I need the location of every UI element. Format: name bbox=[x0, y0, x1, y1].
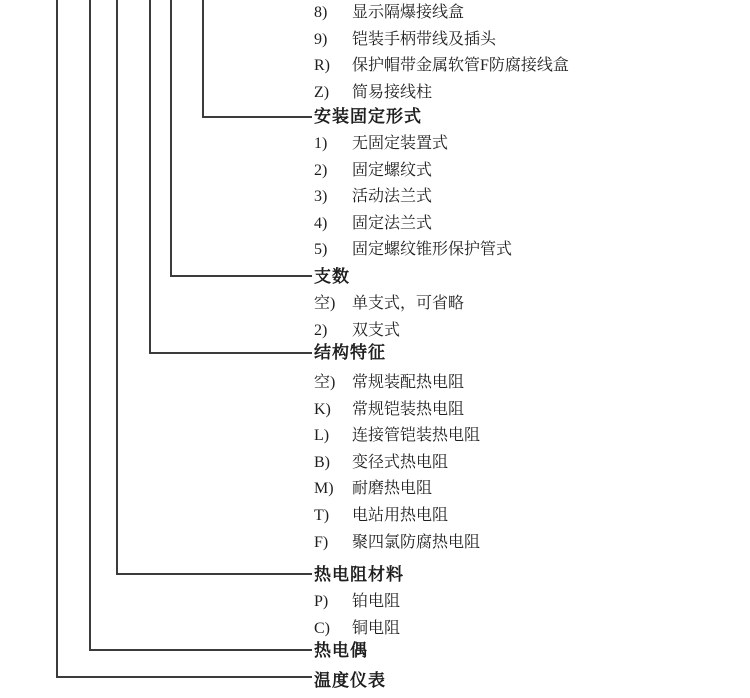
option-row bbox=[314, 503, 480, 530]
option-code: M) bbox=[314, 480, 334, 498]
option-code: 2) bbox=[314, 321, 328, 339]
option-label: 双支式 bbox=[352, 321, 401, 339]
option-code: T) bbox=[314, 506, 330, 524]
option-code: 5) bbox=[314, 241, 328, 259]
section-title: 支数 bbox=[314, 267, 350, 286]
option-label: 无固定装置式 bbox=[352, 135, 449, 152]
connector-vline-structural-features bbox=[149, 0, 151, 354]
option-row bbox=[314, 53, 569, 80]
option-row bbox=[314, 131, 512, 158]
connector-vline-branch-count bbox=[170, 0, 172, 277]
option-row bbox=[314, 450, 480, 477]
section-installation-form bbox=[314, 103, 512, 264]
option-code: B) bbox=[314, 453, 330, 471]
connector-vline-rtd-material bbox=[116, 0, 118, 575]
section-structural-features bbox=[314, 339, 480, 556]
option-label: 铜电阻 bbox=[352, 619, 401, 637]
section-rtd-material bbox=[314, 561, 404, 642]
option-row bbox=[314, 291, 464, 318]
option-code: L) bbox=[314, 427, 330, 445]
section-temperature-instrument bbox=[314, 667, 386, 695]
option-code: R) bbox=[314, 57, 330, 75]
connector-hline-thermocouple bbox=[89, 649, 312, 651]
option-label: 铠装手柄带线及插头 bbox=[352, 30, 497, 48]
option-row bbox=[314, 211, 512, 238]
option-label: 固定法兰式 bbox=[352, 214, 433, 232]
option-row bbox=[314, 589, 404, 616]
option-row bbox=[314, 370, 480, 397]
option-label: 变径式热电阻 bbox=[352, 453, 449, 471]
option-label: 连接管铠装热电阻 bbox=[352, 427, 481, 445]
option-code: 1) bbox=[314, 135, 328, 152]
section-title: 温度仪表 bbox=[314, 671, 386, 690]
option-code: F) bbox=[314, 533, 329, 551]
option-code: 3) bbox=[314, 188, 328, 206]
option-code: Z) bbox=[314, 83, 330, 101]
section-title: 结构特征 bbox=[314, 343, 386, 362]
option-code: 空) bbox=[314, 295, 336, 312]
option-label: 简易接线柱 bbox=[352, 83, 433, 101]
section-title: 热电偶 bbox=[314, 641, 368, 660]
option-row bbox=[314, 184, 512, 211]
option-code: 4) bbox=[314, 214, 328, 232]
option-code: P) bbox=[314, 593, 329, 610]
connector-vline-temperature-instrument bbox=[56, 0, 58, 678]
option-row bbox=[314, 397, 480, 424]
option-row bbox=[314, 237, 512, 264]
option-label: 铂电阻 bbox=[352, 593, 401, 610]
option-label: 活动法兰式 bbox=[352, 188, 433, 206]
section-title: 安装固定形式 bbox=[314, 107, 422, 126]
option-label: 固定螺纹式 bbox=[352, 161, 433, 179]
option-code: 2) bbox=[314, 161, 328, 179]
connector-vline-thermocouple bbox=[89, 0, 91, 651]
connector-hline-branch-count bbox=[170, 275, 312, 277]
option-label: 单支式，可省略 bbox=[352, 295, 465, 312]
section-title: 热电阻材料 bbox=[314, 565, 404, 584]
connector-vline-installation-form bbox=[202, 0, 204, 118]
connector-hline-rtd-material bbox=[116, 573, 312, 575]
option-row bbox=[314, 27, 569, 54]
option-label: 保护帽带金属软管F防腐接线盒 bbox=[352, 57, 569, 75]
option-label: 耐磨热电阻 bbox=[352, 480, 433, 498]
option-row bbox=[314, 0, 569, 27]
option-row bbox=[314, 158, 512, 185]
option-label: 电站用热电阻 bbox=[352, 506, 449, 524]
section-branch-count bbox=[314, 263, 464, 344]
option-code: 空) bbox=[314, 374, 336, 391]
option-code: C) bbox=[314, 619, 330, 637]
option-row bbox=[314, 476, 480, 503]
option-label: 常规装配热电阻 bbox=[352, 374, 465, 391]
option-label: 聚四氯防腐热电阻 bbox=[352, 533, 481, 551]
option-row bbox=[314, 423, 480, 450]
section-thermocouple bbox=[314, 637, 368, 665]
option-label: 常规铠装热电阻 bbox=[352, 400, 465, 418]
option-label: 显示隔爆接线盒 bbox=[352, 4, 465, 21]
option-label: 固定螺纹锥形保护管式 bbox=[352, 241, 513, 259]
option-row bbox=[314, 530, 480, 557]
option-code: 8) bbox=[314, 4, 328, 21]
connector-hline-temperature-instrument bbox=[56, 676, 312, 678]
connector-hline-structural-features bbox=[149, 352, 312, 354]
connector-hline-installation-form bbox=[202, 116, 312, 118]
option-code: K) bbox=[314, 400, 331, 418]
option-code: 9) bbox=[314, 30, 328, 48]
section-terminal-box-options bbox=[314, 0, 569, 106]
